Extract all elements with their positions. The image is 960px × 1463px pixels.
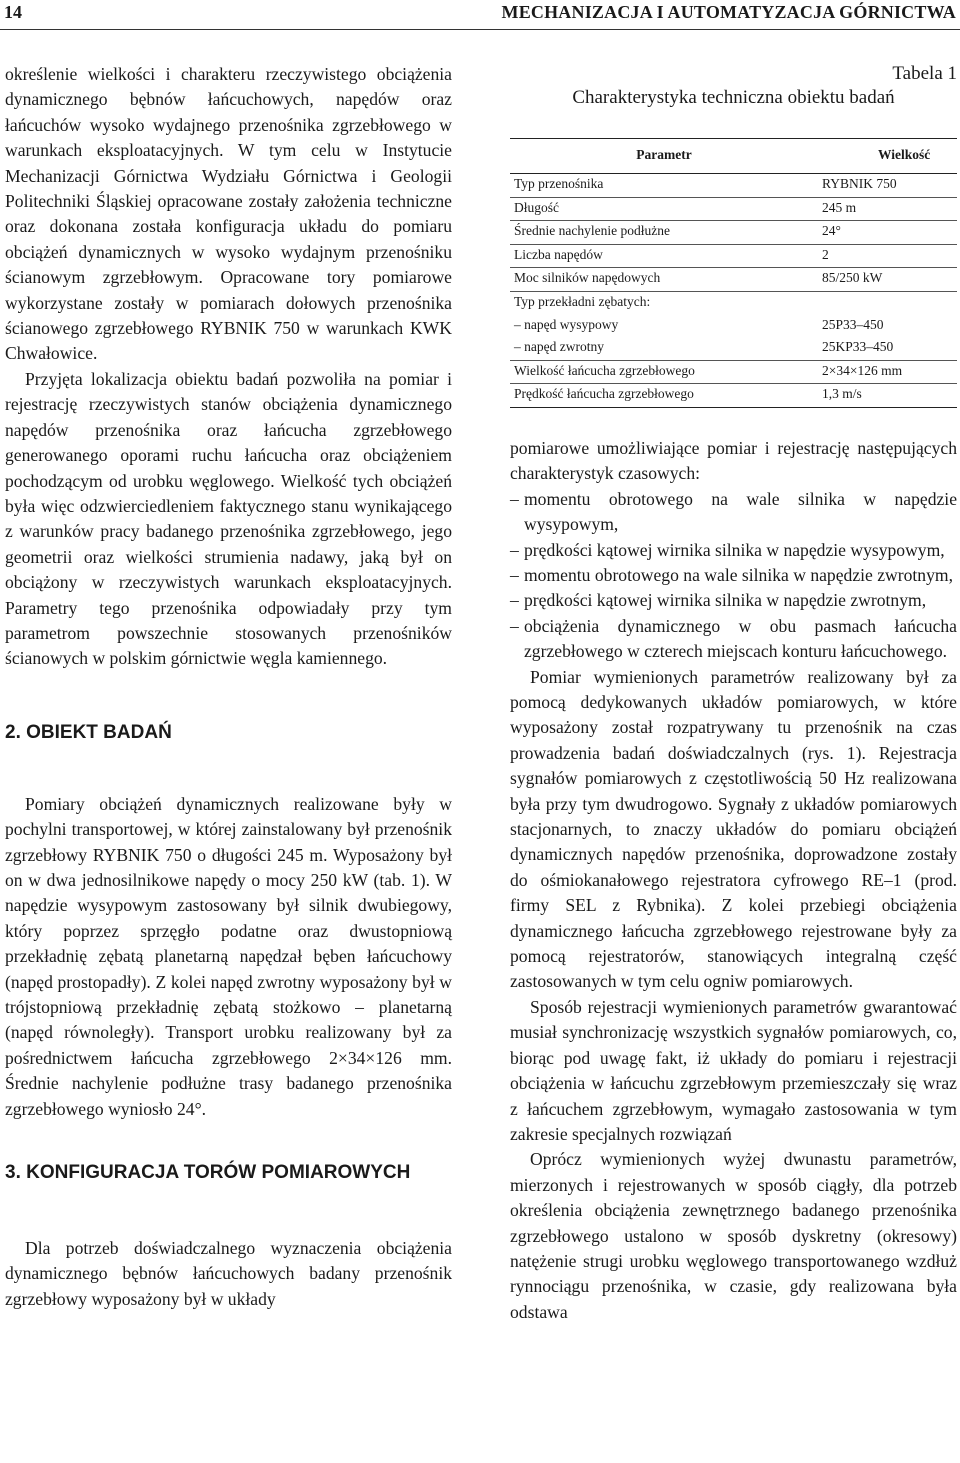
table-cell-value: 1,3 m/s (818, 384, 957, 408)
list-item: – prędkości kątowej wirnika silnika w napędzie wysypowym, (510, 539, 945, 560)
table-cell-param: Typ przenośnika (510, 174, 818, 198)
paragraph-discrete: Oprócz wymienionych wyżej dwunastu parametrów, mierzonych i rejestrowanych w sposób ciągły, dla potrzeb określenia obciążenia zewnętrznego badanego przenośnika zgrzebłowego ustalono w sposób dyskretny (okresowy) natężenie strugi urobku węglowego transportowanego wzdłuż rynnociągu przenośnika, w czasie, gdy realizowana była odstawa (510, 1149, 957, 1322)
table-row (510, 384, 957, 408)
table-title: Charakterystyka techniczna obiektu badań (572, 87, 895, 108)
spec-table (510, 138, 957, 408)
table-row (510, 174, 957, 198)
section-heading-2: 2. OBIEKT BADAŃ (5, 721, 172, 743)
table-row (510, 197, 957, 221)
table-cell-value: 2 (818, 244, 957, 268)
table-cell-value: 24° (818, 221, 957, 245)
page-number: 14 (4, 2, 22, 22)
list-item: – prędkości kątowej wirnika silnika w napędzie zwrotnym, (510, 590, 927, 611)
journal-title: MECHANIZACJA I AUTOMATYZACJA GÓRNICTWA (501, 2, 956, 22)
page-header (0, 0, 960, 28)
table-cell-param: Wielkość łańcucha zgrzebłowego (510, 360, 818, 384)
table-cell-param: – napęd wysypowy (514, 316, 619, 332)
table-cell-value: 85/250 kW (818, 268, 957, 292)
paragraph-measurement: pomiarowe umożliwiające pomiar i rejestrację następujących charakterystyk czasowych: (510, 437, 957, 484)
table-row (510, 360, 957, 384)
table-row (510, 291, 957, 314)
measurement-list (510, 487, 957, 665)
paragraph-synchronization: Sposób rejestracji wymienionych parametrów gwarantować musiał synchronizację wszystkich sygnałów pomiarowych, co, biorąc pod uwagę fakt, iż układy do pomiaru i rejestracji obciążenia w łańcuchu zgrzebłowym przemieszczały się wraz z łańcuchem zgrzebłowym, wymagało zastosowania w tym zakresie specjalnych rozwiązań (510, 996, 957, 1144)
table-header-value: Wielkość (818, 139, 957, 174)
table-cell-value: 25KP33–450 (818, 337, 957, 360)
table-cell-value: 25P33–450 (822, 316, 884, 332)
table-cell-param: Średnie nachylenie podłużne (510, 221, 818, 245)
table-row (510, 244, 957, 268)
table-header-row (510, 139, 957, 174)
table-cell-param: Liczba napędów (510, 244, 818, 268)
right-column (510, 62, 957, 1325)
table-row (510, 315, 957, 338)
table-cell-param: Moc silników napędowych (510, 268, 818, 292)
table-header-param: Parametr (510, 139, 818, 174)
table-caption: Tabela 1 (892, 63, 957, 84)
table-cell-param: Długość (510, 197, 818, 221)
list-item: – momentu obrotowego na wale silnika w napędzie zwrotnym, (510, 564, 953, 585)
table-cell-value: 245 m (818, 197, 957, 221)
table-cell-value: RYBNIK 750 (818, 174, 957, 198)
list-item: – obciążenia dynamicznego w obu pasmach łańcucha zgrzebłowego w czterech miejscach konturu łańcuchowego. (510, 615, 957, 662)
paragraph-intro: określenie wielkości i charakteru rzeczywistego obciążenia dynamicznego bębnów łańcuchowych, napędów oraz łańcuchów wysoko wydajnego przenośnika zgrzebłowego w warunkach eksploatacyjnych. W tym celu w Instytucie Mechanizacji Górnictwa Wydziału Górnictwa i Geologii Politechniki Śląskiej opracowane zostały założenia techniczne oraz dokonana została konfiguracja układu do pomiaru obciążeń dynamicznych w wysoko wydajnym przenośniku ścianowym zgrzebłowym. Opracowane tory pomiarowe wykorzystane zostały w pomiarach dołowych przenośnika ścianowego zgrzebłowego RYBNIK 750 w warunkach KWK Chwałowice. (5, 64, 452, 364)
section-heading-3: 3. KONFIGURACJA TORÓW POMIAROWYCH (5, 1162, 411, 1184)
table-cell-value: 2×34×126 mm (818, 360, 957, 384)
list-item: – momentu obrotowego na wale silnika w napędzie wysypowym, (510, 488, 957, 535)
header-rule (0, 29, 960, 30)
table-row (510, 337, 957, 360)
table-cell-param: – napęd zwrotny (510, 337, 818, 360)
paragraph-location: Przyjęta lokalizacja obiektu badań pozwoliła na pomiar i rejestrację rzeczywistych stanów obciążenia dynamicznego napędów przenośnika oraz łańcucha zgrzebłowego generowanego oporami ruchu łańcucha oraz obciążeniem pochodzącym od urobku węglowego. Wielkość tych obciążeń była więc odzwierciedleniem faktycznego stanu wynikającego z warunków pracy badanego przenośnika zgrzebłowego, jego geometrii oraz wielkości strumienia nadawy, jaką był on obciążony w rzeczywistych warunkach eksploatacyjnych. Parametry tego przenośnika odpowiadały przy tym parametrom powszechnie stosowanych przenośników ścianowych w polskim górnictwie węgla kamiennego. (5, 368, 452, 669)
table-row (510, 268, 957, 292)
table-cell-param: Typ przekładni zębatych: (514, 293, 651, 309)
paragraph-config: Dla potrzeb doświadczalnego wyznaczenia obciążenia dynamicznego bębnów łańcuchowych badany przenośnik zgrzebłowy wyposażony był w układy (5, 1238, 452, 1309)
left-column (5, 62, 452, 1312)
table-row (510, 221, 957, 245)
paragraph-recording: Pomiar wymienionych parametrów realizowany był za pomocą dedykowanych układów pomiarowych, w które wyposażony został rozpatrywany tu przenośnik na czas prowadzenia badań doświadczalnych (rys. 1). Rejestracja sygnałów pomiarowych z częstotliwością 50 Hz realizowana była przy tym dwudrogowo. Sygnały z układów pomiarowych stacjonarnych, to znaczy układów do pomiaru obciążeń dynamicznych napędów przenośnika, doprowadzone zostały do ośmiokanałowego rejestratora cyfrowego RE–1 (prod. firmy SEL z Rybnika). Z kolei przebiegi obciążenia dynamicznego łańcucha zgrzebłowego rejestrowane były za pomocą rejestratorów, stanowiących integralną część zastosowanych w tym celu ogniw pomiarowych. (510, 666, 957, 992)
table-cell-param: Prędkość łańcucha zgrzebłowego (510, 384, 818, 408)
table-cell-value (818, 291, 957, 314)
paragraph-object: Pomiary obciążeń dynamicznych realizowane były w pochylni transportowej, w której zainstalowany był przenośnik zgrzebłowy RYBNIK 750 o długości 245 m. Wyposażony był on w dwa jednosilnikowe napędy o mocy 250 kW (tab. 1). W napędzie wysypowym zastosowany był silnik dwubiegowy, który poprzez sprzęgło podatne oraz dwustopniową przekładnię zębatą planetarną napędzał bęben łańcuchowy (napęd prostopadły). Z kolei napęd zwrotny wyposażony był w trójstopniową przekładnię zębatą stożkowo – planetarną (napęd równoległy). Transport urobku realizowany był za pośrednictwem łańcucha zgrzebłowego 2×34×126 mm. Średnie nachylenie podłużne trasy badanego przenośnika zgrzebłowego wyniosło 24°. (5, 793, 452, 1119)
